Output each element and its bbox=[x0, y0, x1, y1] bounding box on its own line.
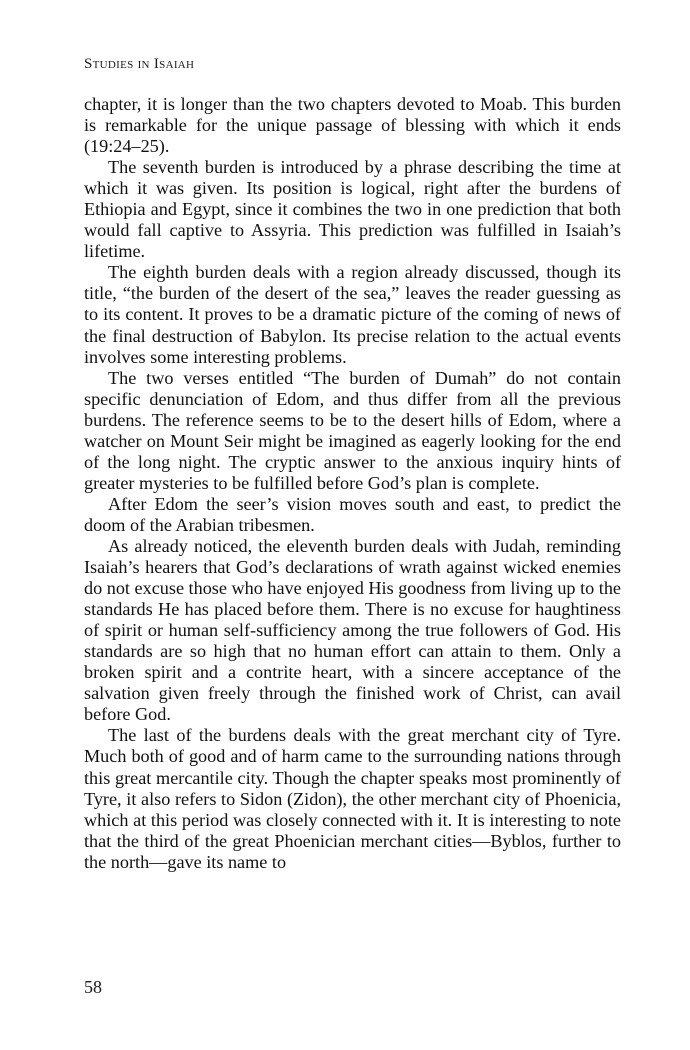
paragraph-burden-of-tyre: The last of the burdens deals with the great merchant city of Tyre. Much both of good and of harm came to the surrounding nations through this great mercantile city. Though the chapter speaks most prominently of Tyre, it also refers to Sidon (Zidon), the other merchant city of Phoenicia, which at this period was closely connected with it. It is interesting to note that the third of the great Phoenician merchant cities—Byblos, further to the north—gave its name to bbox=[84, 725, 621, 872]
running-head: Studies in Isaiah bbox=[84, 56, 195, 72]
paragraph-burden-of-dumah: The two verses entitled “The burden of Dumah” do not contain specific denunciation of Edom, and thus differ from all the previous burdens. The reference seems to be to the desert hills of Edom, where a watcher on Mount Seir might be imagined as eagerly looking for the end of the long night. The cryptic answer to the anxious inquiry hints of greater mysteries to be fulfilled before God’s plan is complete. bbox=[84, 367, 621, 493]
page-number: 58 bbox=[84, 977, 102, 997]
body-text bbox=[84, 94, 621, 873]
paragraph-egypt-burden-continued: chapter, it is longer than the two chapters devoted to Moab. This burden is remarkable for the unique passage of blessing with which it ends (19:24–25). bbox=[84, 94, 621, 157]
paragraph-eleventh-burden: As already noticed, the eleventh burden deals with Judah, reminding Isaiah’s hearers that God’s declarations of wrath against wicked enemies do not excuse those who have enjoyed His goodness from living up to the standards He has placed before them. There is no excuse for haughtiness of spirit or human self-sufficiency among the true followers of God. His standards are so high that no human effort can attain to them. Only a broken spirit and a contrite heart, with a sincere acceptance of the salvation given freely through the finished work of Christ, can avail before God. bbox=[84, 535, 621, 725]
paragraph-eighth-burden: The eighth burden deals with a region already discussed, though its title, “the burden of the desert of the sea,” leaves the reader guessing as to its content. It proves to be a dramatic picture of the coming of news of the final destruction of Babylon. Its precise relation to the actual events involves some interesting problems. bbox=[84, 262, 621, 367]
paragraph-seventh-burden: The seventh burden is introduced by a phrase describing the time at which it was given. Its position is logical, right after the burdens of Ethiopia and Egypt, since it combines the two in one prediction that both would fall captive to Assyria. This prediction was fulfilled in Isaiah’s lifetime. bbox=[84, 157, 621, 262]
paragraph-arabian-burden: After Edom the seer’s vision moves south and east, to predict the doom of the Arabian tribesmen. bbox=[84, 493, 621, 535]
